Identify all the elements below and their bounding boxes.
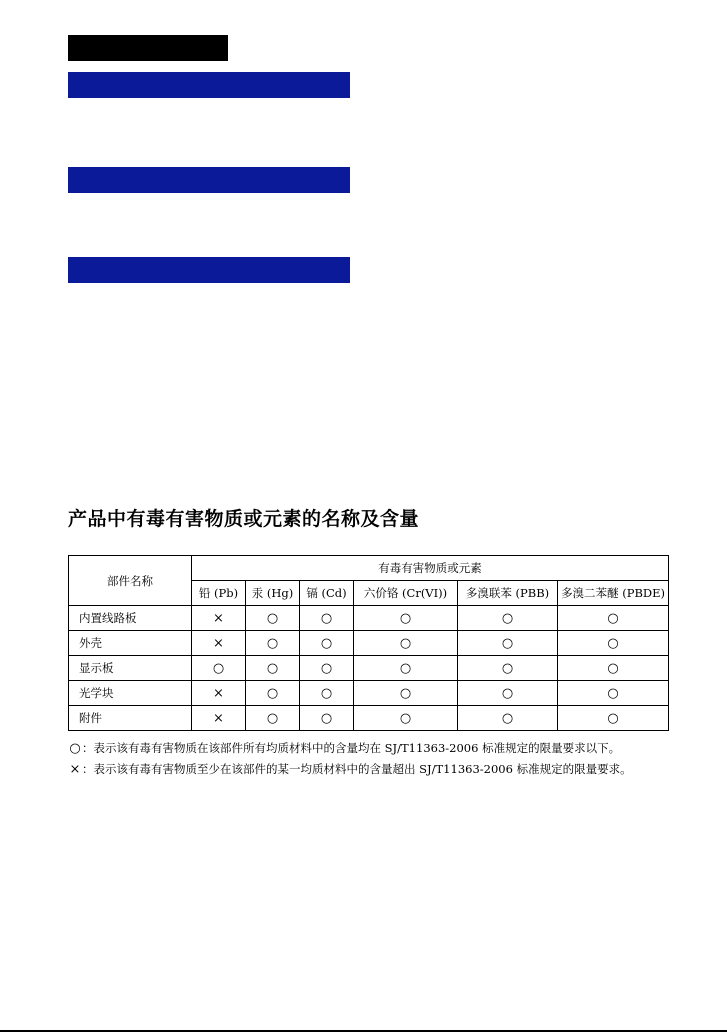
status-mark: ○ (246, 681, 300, 706)
table-row (69, 656, 669, 681)
cross-mark-icon: × (69, 762, 81, 777)
status-mark: ○ (300, 681, 354, 706)
legend-note-text: ：表示该有毒有害物质至少在该部件的某一均质材料中的含量超出 SJ/T11363-2006 标准规定的限量要求。 (82, 762, 632, 776)
substance-header: 汞 (Hg) (246, 581, 300, 606)
status-mark: ○ (300, 656, 354, 681)
status-mark: ○ (246, 631, 300, 656)
status-mark: × (192, 631, 246, 656)
status-mark: ○ (300, 706, 354, 731)
status-mark: ○ (558, 681, 669, 706)
status-mark: ○ (354, 656, 458, 681)
table-row (69, 706, 669, 731)
section-bar-2 (68, 167, 350, 193)
legend-note-text: ：表示该有毒有害物质在该部件所有均质材料中的含量均在 SJ/T11363-2006 标准规定的限量要求以下。 (82, 741, 621, 755)
substance-header: 多溴二苯醚 (PBDE) (558, 581, 669, 606)
status-mark: ○ (300, 631, 354, 656)
page-title: 产品中有毒有害物质或元素的名称及含量 (68, 508, 420, 530)
status-mark: ○ (458, 656, 558, 681)
part-name-cell: 显示板 (69, 656, 192, 681)
part-name-cell: 光学块 (69, 681, 192, 706)
status-mark: × (192, 706, 246, 731)
legend-notes (68, 738, 727, 780)
part-name-cell: 内置线路板 (69, 606, 192, 631)
table-row (69, 606, 669, 631)
substance-header: 多溴联苯 (PBB) (458, 581, 558, 606)
status-mark: ○ (354, 606, 458, 631)
substance-group-header: 有毒有害物质或元素 (192, 556, 669, 581)
header-black-bar (68, 35, 228, 61)
section-bar-3 (68, 257, 350, 283)
status-mark: ○ (458, 706, 558, 731)
part-name-cell: 附件 (69, 706, 192, 731)
table-row (69, 681, 669, 706)
status-mark: ○ (300, 606, 354, 631)
status-mark: ○ (354, 706, 458, 731)
legend-note (68, 759, 727, 780)
status-mark: ○ (558, 706, 669, 731)
status-mark: ○ (458, 606, 558, 631)
status-mark: ○ (354, 631, 458, 656)
status-mark: ○ (246, 706, 300, 731)
status-mark: ○ (558, 656, 669, 681)
substance-header: 铅 (Pb) (192, 581, 246, 606)
page-bottom-rule (0, 1030, 727, 1032)
status-mark: × (192, 606, 246, 631)
status-mark: ○ (246, 656, 300, 681)
status-mark: ○ (558, 606, 669, 631)
section-bar-1 (68, 72, 350, 98)
circle-mark-icon: ○ (69, 741, 81, 756)
status-mark: × (192, 681, 246, 706)
hazardous-substances-table (68, 555, 669, 731)
status-mark: ○ (246, 606, 300, 631)
table-row (69, 631, 669, 656)
status-mark: ○ (558, 631, 669, 656)
status-mark: ○ (458, 631, 558, 656)
substance-header: 六价铬 (Cr(VI)) (354, 581, 458, 606)
status-mark: ○ (458, 681, 558, 706)
substance-header: 镉 (Cd) (300, 581, 354, 606)
status-mark: ○ (192, 656, 246, 681)
legend-note (68, 738, 727, 759)
part-name-header: 部件名称 (69, 556, 192, 606)
status-mark: ○ (354, 681, 458, 706)
part-name-cell: 外壳 (69, 631, 192, 656)
